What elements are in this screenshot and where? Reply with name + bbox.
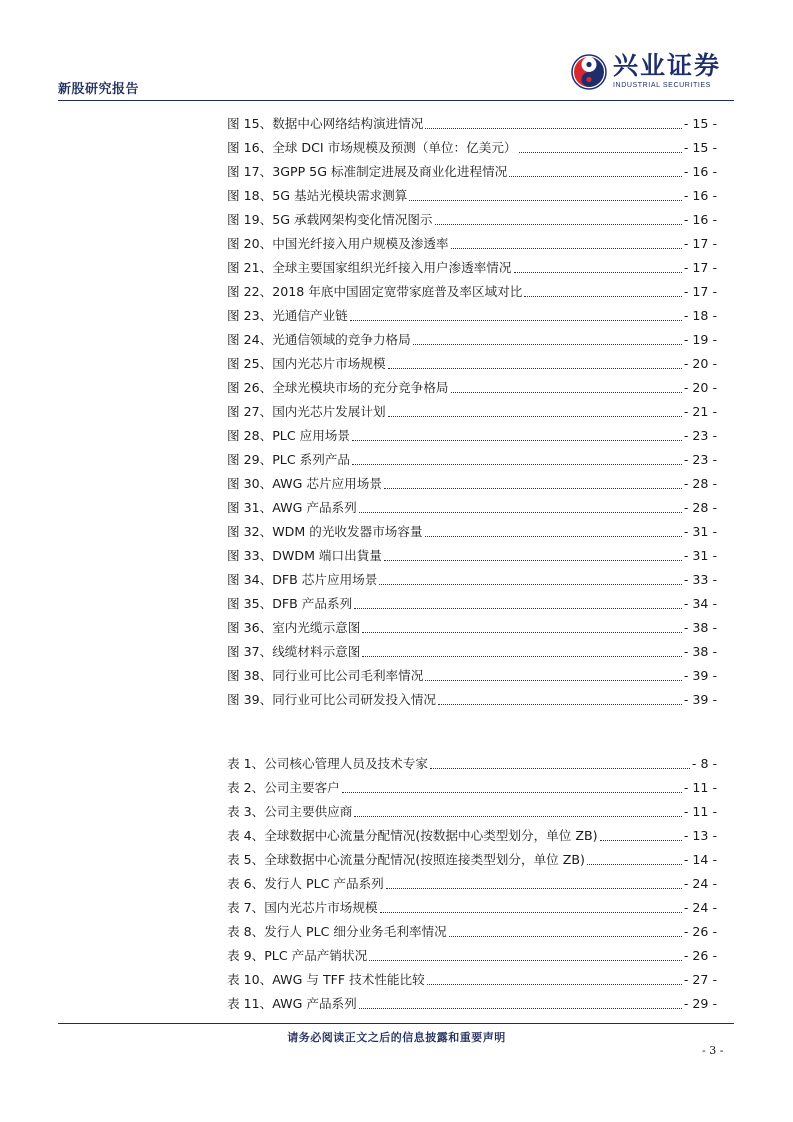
figure-toc-entry[interactable] (227, 588, 717, 612)
toc-entry-page: - 24 - (683, 900, 717, 915)
toc-entry-page: - 23 - (683, 452, 717, 467)
figure-toc-entry[interactable] (227, 564, 717, 588)
toc-entry-page: - 39 - (683, 692, 717, 707)
dot-leader (519, 152, 682, 153)
dot-leader (386, 888, 682, 889)
company-logo-icon (571, 54, 607, 90)
toc-entry-title: 图 34、DFB 芯片应用场景 (227, 572, 378, 587)
dot-leader (362, 656, 682, 657)
table-toc-entry[interactable] (227, 844, 717, 868)
figure-toc-entry[interactable] (227, 492, 717, 516)
dot-leader (587, 864, 682, 865)
toc-entry-title: 表 2、公司主要客户 (227, 780, 340, 795)
toc-entry-title: 图 29、PLC 系列产品 (227, 452, 350, 467)
toc-entry-page: - 13 - (683, 828, 717, 843)
table-toc-entry[interactable] (227, 748, 717, 772)
figure-toc-entry[interactable] (227, 252, 717, 276)
table-toc-entry[interactable] (227, 940, 717, 964)
dot-leader (388, 416, 682, 417)
dot-leader (413, 344, 682, 345)
logo-english-name: INDUSTRIAL SECURITIES (613, 82, 711, 89)
toc-entry-page: - 28 - (683, 500, 717, 515)
toc-entry-page: - 28 - (683, 476, 717, 491)
toc-entry-page: - 11 - (683, 780, 717, 795)
toc-entry-page: - 23 - (683, 428, 717, 443)
toc-entry-page: - 33 - (683, 572, 717, 587)
toc-entry-title: 图 33、DWDM 端口出貨量 (227, 548, 382, 563)
dot-leader (451, 392, 682, 393)
dot-leader (514, 272, 682, 273)
footer-divider (58, 1023, 734, 1024)
dot-leader (354, 816, 682, 817)
dot-leader (451, 248, 682, 249)
toc-entry-page: - 17 - (683, 284, 717, 299)
toc-entry-page: - 21 - (683, 404, 717, 419)
toc-entry-title: 图 28、PLC 应用场景 (227, 428, 350, 443)
dot-leader (362, 632, 682, 633)
toc-entry-page: - 20 - (683, 380, 717, 395)
figures-index (227, 108, 717, 708)
toc-entry-page: - 19 - (683, 332, 717, 347)
dot-leader (425, 536, 682, 537)
toc-entry-title: 图 20、中国光纤接入用户规模及渗透率 (227, 236, 449, 251)
toc-entry-title: 图 25、国内光芯片市场规模 (227, 356, 386, 371)
dot-leader (384, 560, 682, 561)
toc-entry-page: - 18 - (683, 308, 717, 323)
tables-index (227, 748, 717, 1012)
figure-toc-entry[interactable] (227, 108, 717, 132)
figure-toc-entry[interactable] (227, 348, 717, 372)
figure-toc-entry[interactable] (227, 684, 717, 708)
figure-toc-entry[interactable] (227, 276, 717, 300)
figure-toc-entry[interactable] (227, 396, 717, 420)
toc-entry-title: 图 32、WDM 的光收发器市场容量 (227, 524, 423, 539)
figure-toc-entry[interactable] (227, 372, 717, 396)
toc-entry-page: - 38 - (683, 644, 717, 659)
toc-entry-title: 图 24、光通信领域的竞争力格局 (227, 332, 411, 347)
dot-leader (359, 512, 682, 513)
header-divider (58, 100, 734, 101)
toc-entry-page: - 16 - (683, 188, 717, 203)
toc-entry-title: 图 35、DFB 产品系列 (227, 596, 353, 611)
figure-toc-entry[interactable] (227, 180, 717, 204)
table-toc-entry[interactable] (227, 892, 717, 916)
toc-entry-page: - 15 - (683, 140, 717, 155)
dot-leader (352, 464, 682, 465)
toc-entry-title: 图 16、全球 DCI 市场规模及预测（单位：亿美元） (227, 140, 517, 155)
toc-entry-title: 表 7、国内光芯片市场规模 (227, 900, 378, 915)
dot-leader (438, 704, 682, 705)
logo-chinese-name: 兴业证券 (613, 51, 722, 80)
figure-toc-entry[interactable] (227, 132, 717, 156)
toc-entry-page: - 38 - (683, 620, 717, 635)
toc-entry-title: 图 30、AWG 芯片应用场景 (227, 476, 382, 491)
toc-entry-title: 表 1、公司核心管理人员及技术专家 (227, 756, 428, 771)
dot-leader (352, 440, 682, 441)
dot-leader (379, 584, 682, 585)
toc-entry-page: - 26 - (683, 948, 717, 963)
figure-toc-entry[interactable] (227, 660, 717, 684)
toc-entry-title: 表 8、发行人 PLC 细分业务毛利率情况 (227, 924, 447, 939)
toc-entry-page: - 17 - (683, 260, 717, 275)
toc-entry-title: 图 39、同行业可比公司研发投入情况 (227, 692, 436, 707)
toc-entry-title: 图 21、全球主要国家组织光纤接入用户渗透率情况 (227, 260, 512, 275)
toc-entry-title: 图 17、3GPP 5G 标准制定进展及商业化进程情况 (227, 164, 508, 179)
dot-leader (435, 224, 682, 225)
figure-toc-entry[interactable] (227, 444, 717, 468)
toc-entry-title: 表 5、全球数据中心流量分配情况(按照连接类型划分，单位 ZB) (227, 852, 585, 867)
toc-entry-page: - 11 - (683, 804, 717, 819)
figure-toc-entry[interactable] (227, 540, 717, 564)
figure-toc-entry[interactable] (227, 612, 717, 636)
dot-leader (350, 320, 682, 321)
dot-leader (342, 792, 682, 793)
dot-leader (425, 680, 682, 681)
dot-leader (409, 200, 682, 201)
report-type-label: 新股研究报告 (58, 82, 140, 97)
toc-entry-title: 图 26、全球光模块市场的充分竞争格局 (227, 380, 449, 395)
toc-entry-title: 图 19、5G 承载网架构变化情况图示 (227, 212, 433, 227)
toc-entry-title: 图 23、光通信产业链 (227, 308, 348, 323)
toc-entry-title: 图 38、同行业可比公司毛利率情况 (227, 668, 424, 683)
dot-leader (600, 840, 682, 841)
toc-entry-title: 图 22、2018 年底中国固定宽带家庭普及率区域对比 (227, 284, 523, 299)
toc-entry-title: 表 11、AWG 产品系列 (227, 996, 357, 1011)
dot-leader (430, 768, 690, 769)
toc-entry-page: - 14 - (683, 852, 717, 867)
toc-entry-title: 表 10、AWG 与 TFF 技术性能比较 (227, 972, 425, 987)
toc-entry-title: 图 15、数据中心网络结构演进情况 (227, 116, 424, 131)
toc-entry-page: - 26 - (683, 924, 717, 939)
table-toc-entry[interactable] (227, 868, 717, 892)
toc-entry-page: - 16 - (683, 212, 717, 227)
dot-leader (354, 608, 682, 609)
toc-entry-page: - 34 - (683, 596, 717, 611)
toc-entry-page: - 20 - (683, 356, 717, 371)
figure-toc-entry[interactable] (227, 468, 717, 492)
dot-leader (425, 128, 682, 129)
toc-entry-page: - 31 - (683, 524, 717, 539)
figure-toc-entry[interactable] (227, 156, 717, 180)
dot-leader (384, 488, 682, 489)
table-toc-entry[interactable] (227, 796, 717, 820)
dot-leader (427, 984, 682, 985)
toc-entry-title: 图 31、AWG 产品系列 (227, 500, 357, 515)
dot-leader (369, 960, 682, 961)
toc-entry-title: 图 36、室内光缆示意图 (227, 620, 361, 635)
dot-leader (388, 368, 682, 369)
toc-entry-page: - 17 - (683, 236, 717, 251)
toc-entry-page: - 31 - (683, 548, 717, 563)
page-number: - 3 - (702, 1044, 724, 1057)
table-toc-entry[interactable] (227, 988, 717, 1012)
dot-leader (359, 1008, 682, 1009)
table-toc-entry[interactable] (227, 916, 717, 940)
figure-toc-entry[interactable] (227, 228, 717, 252)
figure-toc-entry[interactable] (227, 636, 717, 660)
toc-entry-page: - 8 - (691, 756, 717, 771)
dot-leader (509, 176, 682, 177)
figure-toc-entry[interactable] (227, 324, 717, 348)
figure-toc-entry[interactable] (227, 300, 717, 324)
toc-entry-title: 图 18、5G 基站光模块需求测算 (227, 188, 408, 203)
toc-entry-page: - 15 - (683, 116, 717, 131)
table-toc-entry[interactable] (227, 772, 717, 796)
toc-entry-title: 图 27、国内光芯片发展计划 (227, 404, 386, 419)
figure-toc-entry[interactable] (227, 516, 717, 540)
page-header (0, 0, 793, 100)
footer-disclaimer: 请务必阅读正文之后的信息披露和重要声明 (287, 1031, 506, 1044)
dot-leader (524, 296, 682, 297)
table-toc-entry[interactable] (227, 820, 717, 844)
toc-entry-title: 表 4、全球数据中心流量分配情况(按数据中心类型划分，单位 ZB) (227, 828, 598, 843)
toc-entry-page: - 16 - (683, 164, 717, 179)
figure-toc-entry[interactable] (227, 420, 717, 444)
figure-toc-entry[interactable] (227, 204, 717, 228)
toc-entry-page: - 24 - (683, 876, 717, 891)
toc-entry-title: 图 37、线缆材料示意图 (227, 644, 361, 659)
toc-entry-page: - 39 - (683, 668, 717, 683)
toc-entry-title: 表 3、公司主要供应商 (227, 804, 353, 819)
table-toc-entry[interactable] (227, 964, 717, 988)
company-logo (571, 52, 741, 98)
toc-entry-title: 表 6、发行人 PLC 产品系列 (227, 876, 384, 891)
dot-leader (380, 912, 682, 913)
toc-entry-page: - 29 - (683, 996, 717, 1011)
dot-leader (449, 936, 682, 937)
toc-entry-title: 表 9、PLC 产品产销状况 (227, 948, 368, 963)
toc-entry-page: - 27 - (683, 972, 717, 987)
